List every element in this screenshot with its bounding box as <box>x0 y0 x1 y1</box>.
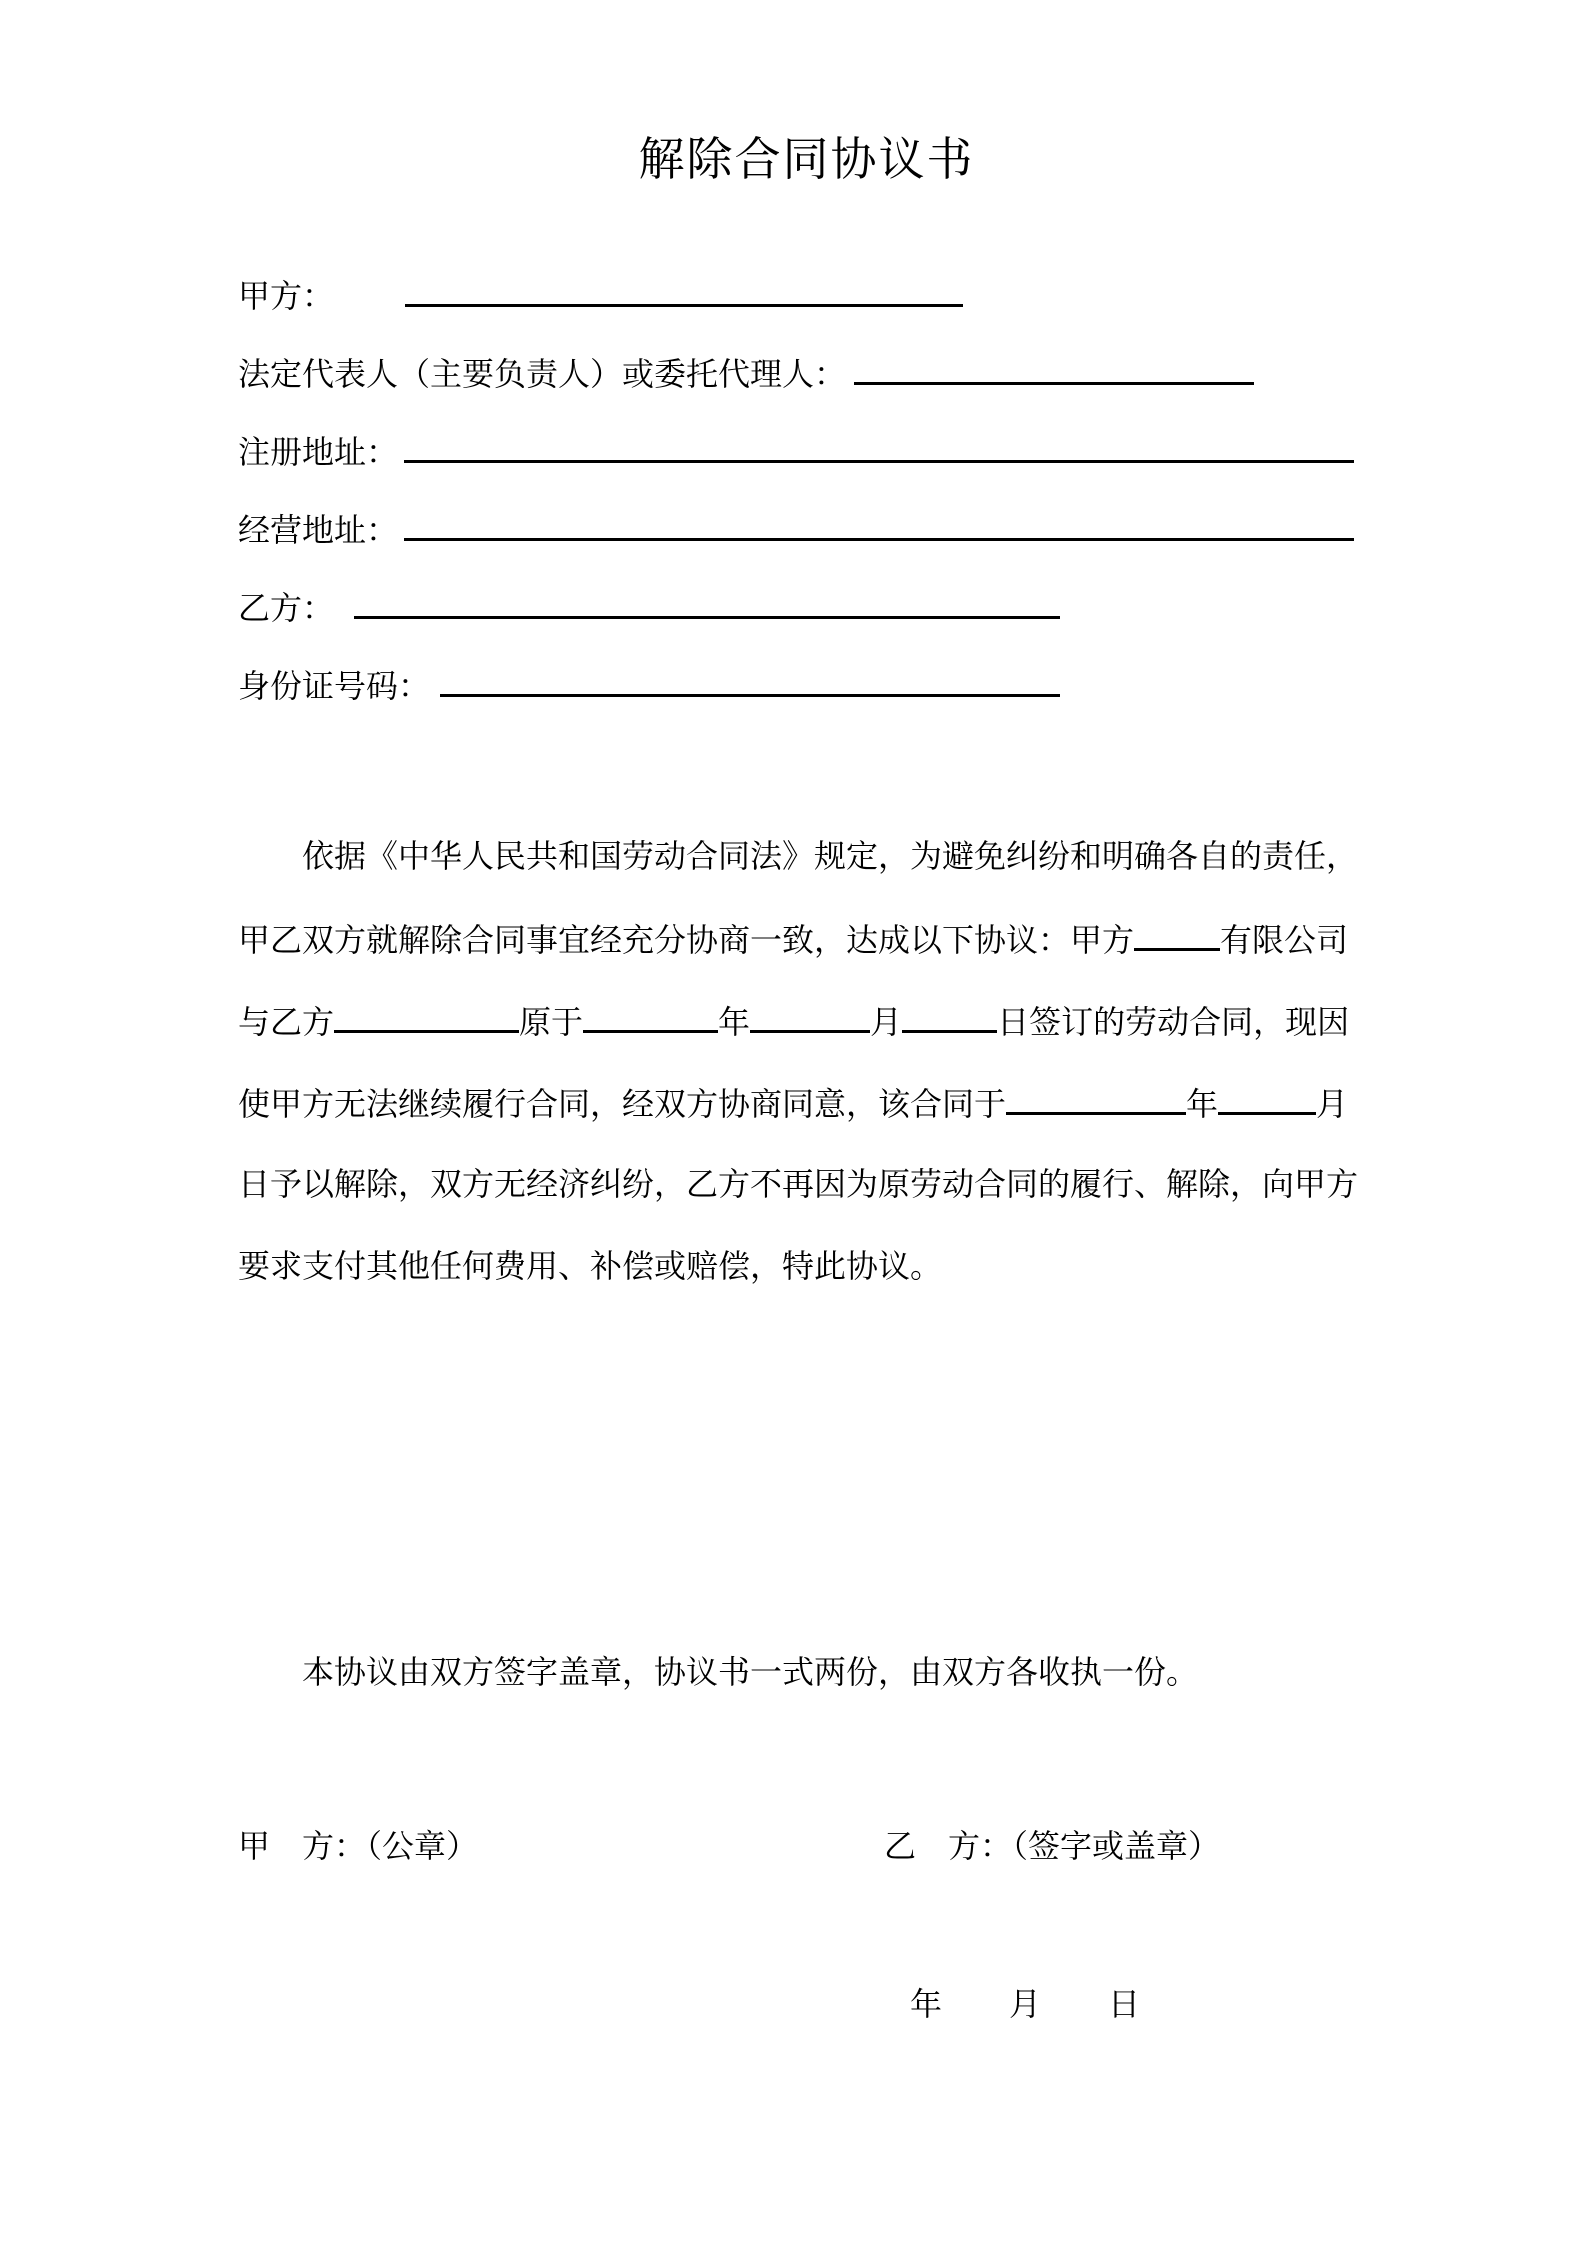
form-field-row <box>238 664 1060 705</box>
fill-in-blank-line[interactable] <box>440 664 1060 697</box>
fill-in-blank-line[interactable] <box>583 1000 718 1033</box>
fill-in-blank-line[interactable] <box>405 274 963 307</box>
agreement-body-line <box>238 1164 1358 1204</box>
fill-in-blank-line[interactable] <box>854 352 1254 385</box>
fill-in-blank-line[interactable] <box>750 1000 870 1033</box>
fill-in-blank-line[interactable] <box>902 1000 997 1033</box>
body-text: 年 <box>718 1004 751 1040</box>
agreement-body-line <box>238 1082 1348 1124</box>
body-text: 日签订的劳动合同，现因 <box>997 1004 1350 1040</box>
field-label: 乙方： <box>238 590 335 626</box>
fill-in-blank-line[interactable] <box>404 430 1354 463</box>
document-title: 解除合同协议书 <box>638 134 975 185</box>
field-label: 注册地址： <box>238 434 399 470</box>
agreement-body-line <box>238 1000 1349 1042</box>
body-text: 月 <box>1316 1086 1349 1122</box>
body-text: 月 <box>870 1004 903 1040</box>
form-field-row <box>238 430 1354 471</box>
fill-in-blank-line[interactable] <box>354 586 1060 619</box>
form-field-row <box>238 352 1254 393</box>
field-label: 身份证号码： <box>238 668 431 704</box>
body-text: 日予以解除，双方无经济纠纷，乙方不再因为原劳动合同的履行、解除，向甲方 <box>238 1166 1359 1202</box>
fill-in-blank-line[interactable] <box>1134 918 1220 951</box>
body-text: 使甲方无法继续履行合同，经双方协商同意，该合同于 <box>238 1086 1007 1122</box>
field-label: 经营地址： <box>238 512 399 548</box>
date-line: 年 月 日 <box>910 1986 1142 2022</box>
body-text: 与乙方 <box>238 1004 335 1040</box>
agreement-body-line <box>238 836 1358 876</box>
party-b-signature-label: 乙 方：（签字或盖章） <box>884 1828 1221 1864</box>
body-text: 甲乙双方就解除合同事宜经充分协商一致，达成以下协议：甲方 <box>238 922 1135 958</box>
form-field-row <box>238 508 1354 549</box>
field-label: 甲方： <box>238 278 335 314</box>
body-text: 年 <box>1186 1086 1219 1122</box>
field-label: 法定代表人（主要负责人）或委托代理人： <box>238 356 847 392</box>
body-text: 有限公司 <box>1220 922 1349 958</box>
fill-in-blank-line[interactable] <box>404 508 1354 541</box>
form-field-row <box>238 586 1060 627</box>
body-text: 依据《中华人民共和国劳动合同法》规定，为避免纠纷和明确各自的责任， <box>238 838 1359 874</box>
fill-in-blank-line[interactable] <box>334 1000 519 1033</box>
body-text: 要求支付其他任何费用、补偿或赔偿，特此协议。 <box>238 1248 943 1284</box>
form-field-row <box>238 274 963 315</box>
body-text: 原于 <box>519 1004 584 1040</box>
fill-in-blank-line[interactable] <box>1006 1082 1186 1115</box>
party-a-signature-label: 甲 方：（公章） <box>238 1828 479 1864</box>
closing-line: 本协议由双方签字盖章，协议书一式两份，由双方各收执一份。 <box>238 1654 1199 1690</box>
agreement-body-line <box>238 918 1348 960</box>
agreement-body-line <box>238 1246 942 1286</box>
fill-in-blank-line[interactable] <box>1218 1082 1316 1115</box>
